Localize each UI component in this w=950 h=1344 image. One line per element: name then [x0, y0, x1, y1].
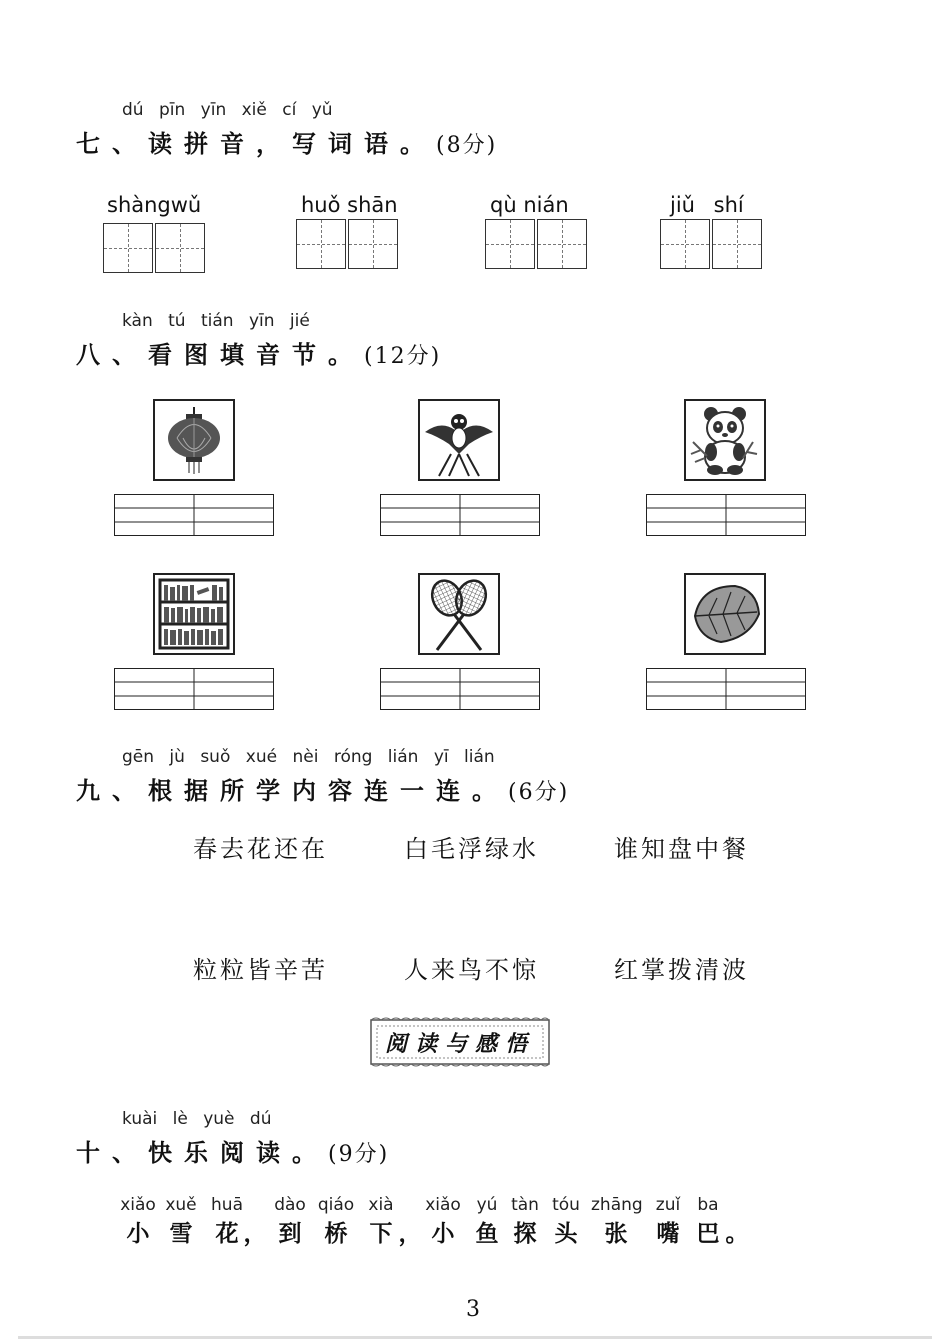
syllable-hanzi: ， — [243, 1220, 267, 1247]
q9-heading — [76, 771, 569, 806]
q10-pinyin: kuài lè yuè dú — [122, 1109, 272, 1129]
q9-score: (6分) — [508, 780, 570, 805]
rackets-icon — [421, 576, 497, 652]
q7-heading — [76, 124, 497, 159]
poem-line[interactable]: 白毛浮绿水 — [404, 835, 539, 863]
syllable-hanzi: 小 — [126, 1220, 150, 1247]
writing-cell[interactable] — [660, 219, 710, 269]
syllable-hanzi: 嘴 — [656, 1220, 680, 1247]
section-banner — [368, 1017, 552, 1067]
syllable-hanzi: 小 — [431, 1220, 455, 1247]
q9-pinyin: gēn jù suǒ xué nèi róng lián yī lián — [122, 747, 495, 767]
syllable-hanzi: 巴 — [696, 1220, 720, 1247]
punctuation — [722, 1195, 752, 1248]
q7-word-2-grid[interactable] — [296, 219, 398, 269]
q7-title: 七、读拼音，写词语 — [76, 129, 400, 158]
syllable-hanzi: ， — [398, 1220, 422, 1247]
picture-leaf — [684, 573, 766, 655]
writing-cell[interactable] — [103, 223, 153, 273]
poem-line[interactable]: 谁知盘中餐 — [614, 835, 749, 863]
writing-cell[interactable] — [485, 219, 535, 269]
syllable-pinyin: xià — [368, 1195, 394, 1215]
q7-word-3-pinyin: qù nián — [490, 193, 569, 217]
pinyin-writing-lines[interactable] — [380, 494, 540, 536]
q7-end-mark: 。 — [400, 129, 436, 158]
q7-score: (8分) — [436, 133, 498, 158]
syllable-hanzi: 到 — [278, 1220, 302, 1247]
leaf-icon — [687, 576, 763, 652]
picture-lantern — [153, 399, 235, 481]
writing-cell[interactable] — [348, 219, 398, 269]
picture-panda — [684, 399, 766, 481]
q8-title: 八、看图填音节 — [76, 340, 328, 369]
panda-icon — [687, 402, 763, 478]
syllable-pinyin: xiǎo — [425, 1195, 461, 1215]
syllable — [467, 1195, 507, 1248]
q7-word-3-grid[interactable] — [485, 219, 587, 269]
pinyin-writing-lines[interactable] — [380, 668, 540, 710]
syllable — [591, 1195, 641, 1248]
syllable — [648, 1195, 688, 1248]
syllable-pinyin: xiǎo — [120, 1195, 156, 1215]
poem-line[interactable]: 红掌拨清波 — [614, 956, 749, 984]
q7-word-4-pinyin: jiǔ shí — [670, 193, 744, 217]
punctuation — [240, 1195, 270, 1248]
bookshelf-icon — [157, 577, 231, 651]
q8-end-mark: 。 — [328, 340, 364, 369]
writing-cell[interactable] — [537, 219, 587, 269]
poem-line[interactable]: 粒粒皆辛苦 — [193, 956, 328, 984]
syllable-hanzi: 。 — [725, 1220, 749, 1247]
syllable-pinyin: qiáo — [317, 1195, 355, 1215]
lantern-icon — [159, 405, 229, 475]
q7-word-4-grid[interactable] — [660, 219, 762, 269]
q7-pinyin: dú pīn yīn xiě cí yǔ — [122, 100, 333, 120]
syllable-hanzi: 鱼 — [475, 1220, 499, 1247]
poem-line[interactable]: 人来鸟不惊 — [404, 956, 539, 984]
syllable-pinyin — [395, 1195, 425, 1215]
syllable-pinyin: dào — [274, 1195, 306, 1215]
poem-line[interactable]: 春去花还在 — [193, 835, 328, 863]
q8-heading — [76, 335, 441, 370]
q10-end-mark: 。 — [292, 1138, 328, 1167]
syllable-hanzi: 花 — [215, 1220, 239, 1247]
syllable-pinyin: ba — [697, 1195, 719, 1215]
swallow-kite-icon — [421, 402, 497, 478]
syllable-pinyin — [240, 1195, 270, 1215]
syllable-pinyin: huā — [211, 1195, 243, 1215]
pinyin-writing-lines[interactable] — [646, 668, 806, 710]
syllable — [270, 1195, 310, 1248]
syllable — [505, 1195, 545, 1248]
syllable-pinyin — [722, 1195, 752, 1215]
syllable-pinyin: tóu — [552, 1195, 580, 1215]
picture-rackets — [418, 573, 500, 655]
syllable — [423, 1195, 463, 1248]
q7-word-2-pinyin: huǒ shān — [301, 193, 398, 217]
q10-heading — [76, 1133, 389, 1168]
syllable-hanzi: 雪 — [169, 1220, 193, 1247]
q9-end-mark: 。 — [472, 776, 508, 805]
page-number: 3 — [466, 1297, 480, 1322]
syllable — [161, 1195, 201, 1248]
page-bottom-rule — [18, 1336, 932, 1339]
q8-score: (12分) — [364, 344, 442, 369]
banner-title: 阅读与感悟 — [384, 1031, 535, 1057]
syllable-pinyin: tàn — [511, 1195, 539, 1215]
q7-word-1-grid[interactable] — [103, 223, 205, 273]
q9-title: 九、根据所学内容连一连 — [76, 776, 472, 805]
pinyin-writing-lines[interactable] — [114, 668, 274, 710]
syllable-hanzi: 头 — [554, 1220, 578, 1247]
picture-bookshelf — [153, 573, 235, 655]
writing-cell[interactable] — [296, 219, 346, 269]
q8-pinyin: kàn tú tián yīn jié — [122, 311, 310, 331]
pinyin-writing-lines[interactable] — [114, 494, 274, 536]
syllable — [118, 1195, 158, 1248]
syllable-pinyin: xuě — [165, 1195, 197, 1215]
punctuation — [395, 1195, 425, 1248]
syllable — [316, 1195, 356, 1248]
syllable-hanzi: 桥 — [324, 1220, 348, 1247]
pinyin-writing-lines[interactable] — [646, 494, 806, 536]
q10-score: (9分) — [328, 1142, 390, 1167]
q10-title: 十、快乐阅读 — [76, 1138, 292, 1167]
syllable-pinyin: zuǐ — [655, 1195, 681, 1215]
syllable-hanzi: 探 — [513, 1220, 537, 1247]
writing-cell[interactable] — [155, 223, 205, 273]
syllable-pinyin: yú — [476, 1195, 498, 1215]
syllable-hanzi: 下 — [369, 1220, 393, 1247]
syllable-hanzi: 张 — [604, 1220, 628, 1247]
q7-word-1-pinyin: shàngwǔ — [107, 193, 202, 217]
syllable — [546, 1195, 586, 1248]
picture-swallow-kite — [418, 399, 500, 481]
writing-cell[interactable] — [712, 219, 762, 269]
syllable-pinyin: zhāng — [591, 1195, 643, 1215]
